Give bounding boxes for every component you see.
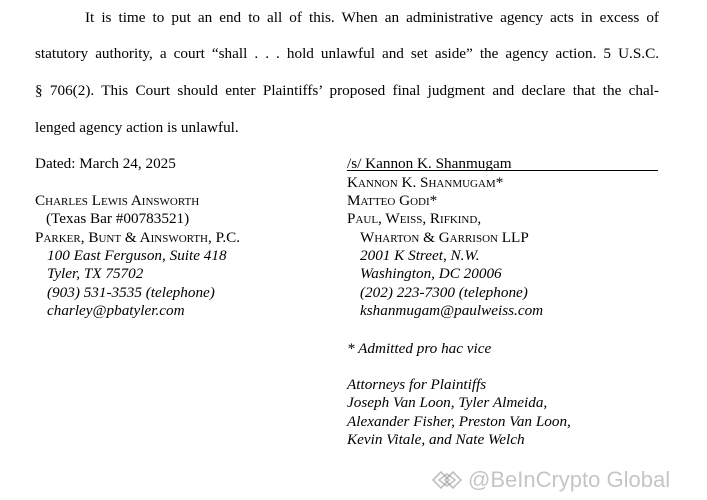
watermark-text: @BeInCrypto Global — [468, 467, 671, 492]
right-attorney-name-2: Matteo Godi* — [347, 192, 438, 209]
left-phone: (903) 531-3535 (telephone) — [47, 284, 215, 301]
left-email: charley@pbatyler.com — [47, 302, 185, 319]
right-email: kshanmugam@paulweiss.com — [360, 302, 544, 319]
paragraph-line-2: statutory authority, a court “shall . . . hold unlawful and set aside” the agency action. 5 U.S.C. — [35, 45, 659, 62]
right-phone: (202) 223-7300 (telephone) — [360, 284, 528, 301]
beincrypto-logo-icon — [430, 468, 464, 492]
attorneys-for-plaintiffs-title: Attorneys for Plaintiffs — [347, 376, 487, 393]
plaintiffs-line-2: Alexander Fisher, Preston Van Loon, — [347, 413, 571, 430]
right-firm-line-2: Wharton & Garrison LLP — [360, 229, 529, 246]
paragraph-line-1: It is time to put an end to all of this. When an administrative agency acts in excess of — [85, 9, 659, 26]
right-firm-line-1: Paul, Weiss, Rifkind, — [347, 210, 482, 227]
right-city: Washington, DC 20006 — [360, 265, 502, 282]
right-street: 2001 K Street, N.W. — [360, 247, 480, 264]
left-street: 100 East Ferguson, Suite 418 — [47, 247, 227, 264]
left-bar-number: (Texas Bar #00783521) — [46, 210, 190, 227]
left-attorney-name: Charles Lewis Ainsworth — [35, 192, 200, 209]
dated-line: Dated: March 24, 2025 — [35, 155, 176, 172]
plaintiffs-line-3: Kevin Vitale, and Nate Welch — [347, 431, 525, 448]
signature-line: /s/ Kannon K. Shanmugam — [347, 155, 512, 172]
left-city: Tyler, TX 75702 — [47, 265, 144, 282]
right-attorney-name-1: Kannon K. Shanmugam* — [347, 174, 504, 191]
left-firm-name: Parker, Bunt & Ainsworth, P.C. — [35, 229, 241, 246]
watermark — [430, 465, 670, 495]
pro-hac-vice-note: * Admitted pro hac vice — [347, 340, 492, 357]
paragraph-line-3: § 706(2). This Court should enter Plaintiffs’ proposed final judgment and declare that the chal- — [35, 82, 659, 99]
paragraph-line-4: lenged agency action is unlawful. — [35, 119, 239, 136]
signature-rule — [347, 170, 658, 171]
plaintiffs-line-1: Joseph Van Loon, Tyler Almeida, — [347, 394, 548, 411]
